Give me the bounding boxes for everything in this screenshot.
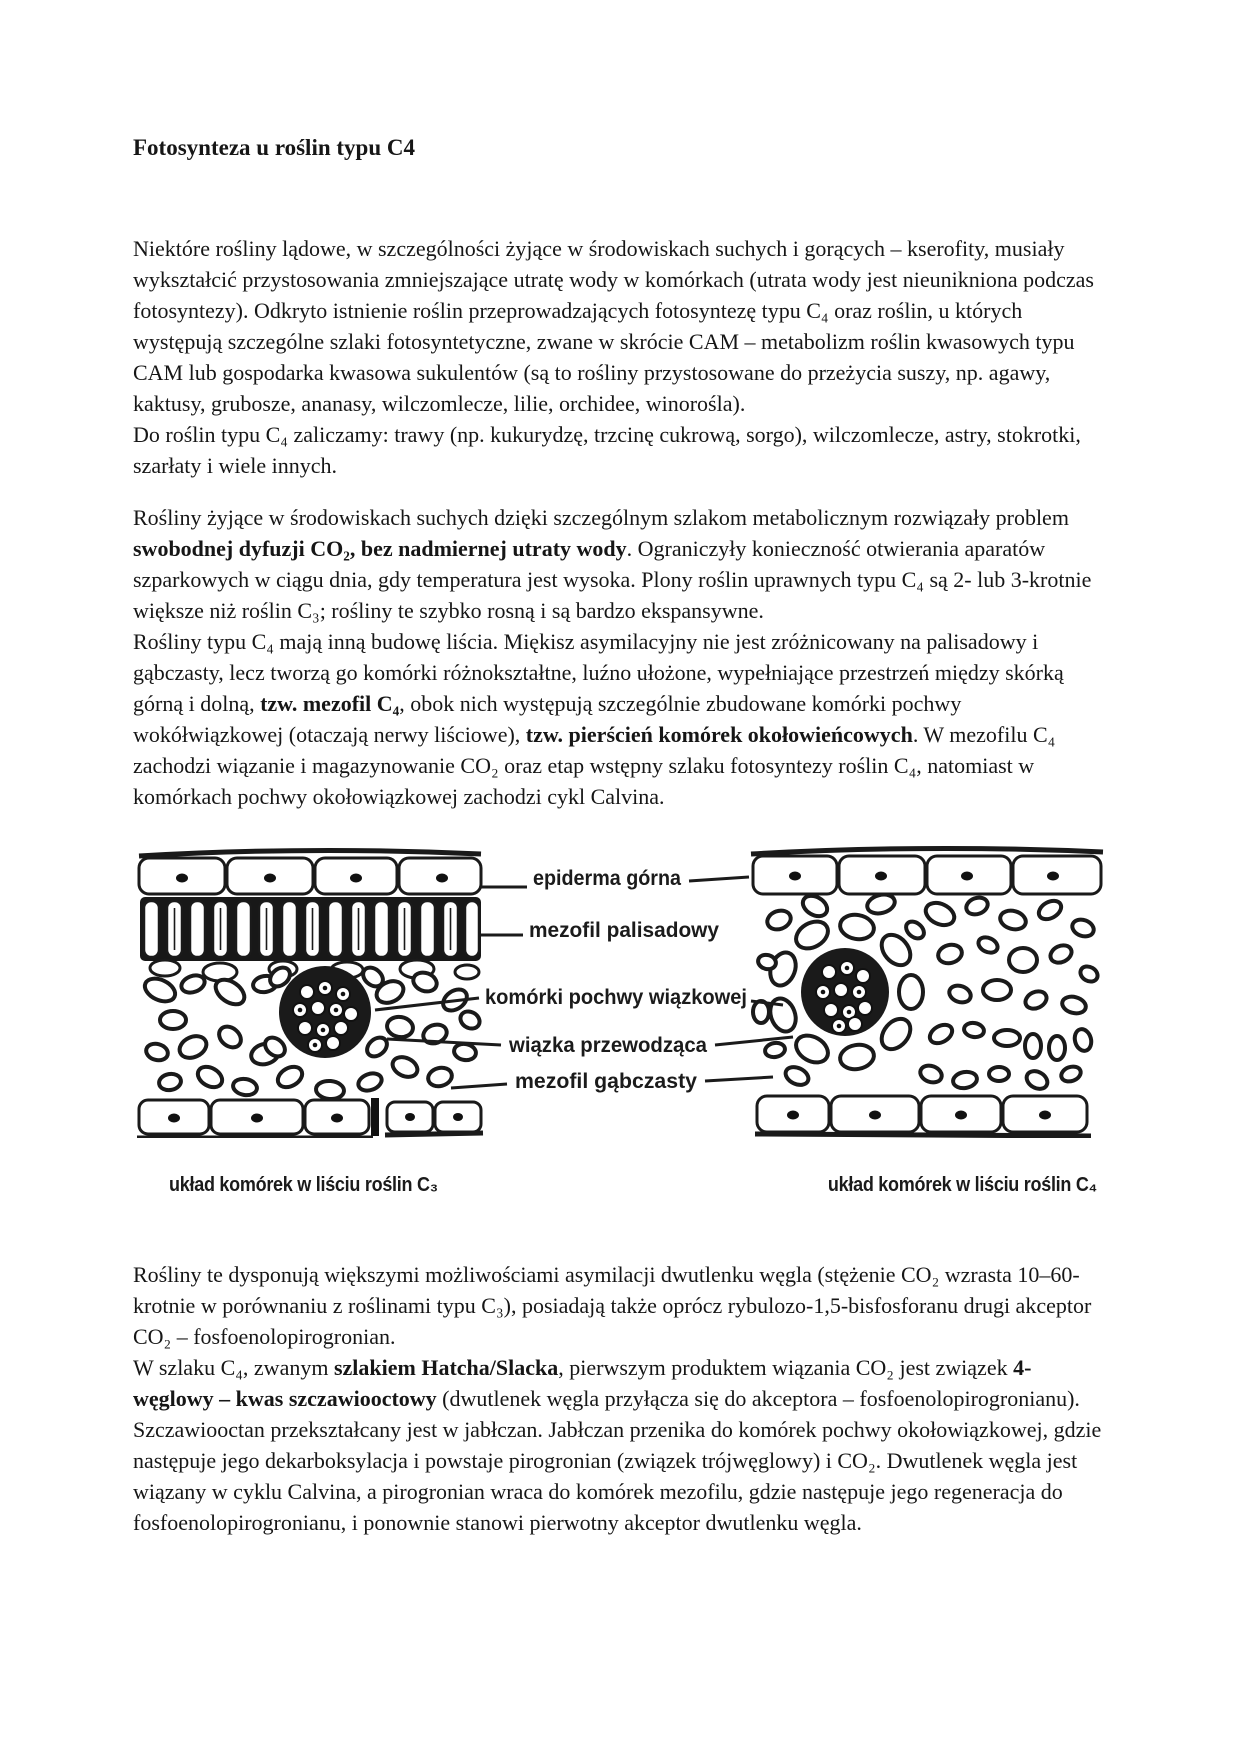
figure-label-vascular-bundle: wiązka przewodząca xyxy=(508,1034,708,1057)
paragraph-co2-assimilation: Rośliny te dysponują większymi możliwościami asymilacji dwutlenku węgla (stężenie CO₂ wzrasta 10–60-krotnie w porównaniu z roślinami typu C₃), posiadają także oprócz rybulozo-1,5-bisfosforanu drugi akceptor CO₂ – fosfoenolopirogronian. xyxy=(133,1262,1092,1349)
c3-lower-epidermis xyxy=(137,1098,483,1138)
c4-upper-epidermis xyxy=(751,848,1103,894)
paragraph-intro: Niektóre rośliny lądowe, w szczególności żyjące w środowiskach suchych i gorących – kserofity, musiały wykształcić przystosowania zmniejszające utratę wody w komórkach (utrata wody jest nieunikniona podczas fotosyntezy). Odkryto istnienie roślin przeprowadzających fotosyntezę typu C₄ oraz roślin, u których występują szczególne szlaki fotosyntetyczne, zwane w skrócie CAM – metabolizm roślin kwasowych typu CAM lub gospodarka kwasowa sukulentów (są to rośliny przystosowane do przeżycia suszy, np. agawy, kaktusy, grubosze, ananasy, wilczomlecze, lilie, orchidee, winorośla). xyxy=(133,236,1094,416)
leaf-structure-diagram xyxy=(133,838,1107,1138)
leader-line-spongy-right xyxy=(705,1077,773,1081)
figure-label-upper-epidermis: epiderma górna xyxy=(533,867,682,890)
text-top xyxy=(133,233,1107,812)
paragraph-hatch-slack: W szlaku C₄, zwanym szlakiem Hatcha/Slacka, pierwszym produktem wiązania CO₂ jest związek 4-węglowy – kwas szczawiooctowy (dwutlenek węgla przyłącza się do akceptora – fosfoenolopirogronianu). Szczawiooctan przekształcany jest w jabłczan. Jabłczan przenika do komórek pochwy okołowiązkowej, gdzie następuje jego dekarboksylacja i powstaje pirogronian (związek trójwęglowy) i CO₂. Dwutlenek węgla jest wiązany w cyklu Calvina, a pirogronian wraca do komórek mezofilu, gdzie następuje jego regeneracja do fosfoenolopirogronianu, i ponownie stanowi pierwotny akceptor dwutlenku węgla. xyxy=(133,1355,1102,1535)
c4-lower-epidermis xyxy=(755,1096,1091,1136)
figure-label-spongy-mesophyll: mezofil gąbczasty xyxy=(515,1070,698,1093)
figure-label-bundle-sheath-cells: komórki pochwy wiązkowej xyxy=(485,986,747,1009)
leader-line-epiderma-right xyxy=(689,877,749,881)
figure-label-palisade-mesophyll: mezofil palisadowy xyxy=(529,919,720,942)
leaf-anatomy-figure xyxy=(133,838,1107,1201)
leader-line-spongy-left xyxy=(451,1084,507,1088)
paragraph-c4-examples: Do roślin typu C₄ zaliczamy: trawy (np. kukurydzę, trzcinę cukrową, sorgo), wilczomlecze, astry, stokrotki, szarłaty i wiele innych. xyxy=(133,422,1081,478)
c3-vascular-bundle xyxy=(279,966,371,1058)
paragraph-co2-diffusion: Rośliny żyjące w środowiskach suchych dzięki szczególnym szlakom metabolicznym rozwiązały problem swobodnej dyfuzji CO₂, bez nadmiernej utraty wody. Ograniczyły konieczność otwierania aparatów szparkowych w ciągu dnia, gdy temperatura jest wysoka. Plony roślin uprawnych typu C₄ są 2- lub 3-krotnie większe niż roślin C₃; rośliny te szybko rosną i są bardzo ekspansywne. xyxy=(133,505,1092,623)
figure-captions xyxy=(133,1146,1107,1201)
document-title: Fotosynteza u roślin typu C4 xyxy=(133,135,415,160)
c4-leaf-diagram xyxy=(751,848,1103,1136)
figure-caption-c4: układ komórek w liściu roślin C₄ xyxy=(827,1174,1097,1196)
paragraph-leaf-structure: Rośliny typu C₄ mają inną budowę liścia. Miękisz asymilacyjny nie jest zróżnicowany na palisadowy i gąbczasty, lecz tworzą go komórki różnokształtne, luźno ułożone, wypełniające przestrzeń między skórką górną i dolną, tzw. mezofil C₄, obok nich występują szczególnie zbudowane komórki pochwy wokółwiązkowej (otaczają nerwy liściowe), tzw. pierścień komórek okołowieńcowych. W mezofilu C₄ zachodzi wiązanie i magazynowanie CO₂ oraz etap wstępny szlaku fotosyntezy roślin C₄, natomiast w komórkach pochwy okołowiązkowej zachodzi cykl Calvina. xyxy=(133,629,1064,809)
c3-upper-epidermis xyxy=(139,850,481,894)
c3-leaf-diagram xyxy=(137,850,483,1138)
c4-vascular-bundle xyxy=(801,948,889,1036)
figure-caption-c3: układ komórek w liściu roślin C₃ xyxy=(169,1174,438,1196)
text-bottom xyxy=(133,1259,1107,1538)
